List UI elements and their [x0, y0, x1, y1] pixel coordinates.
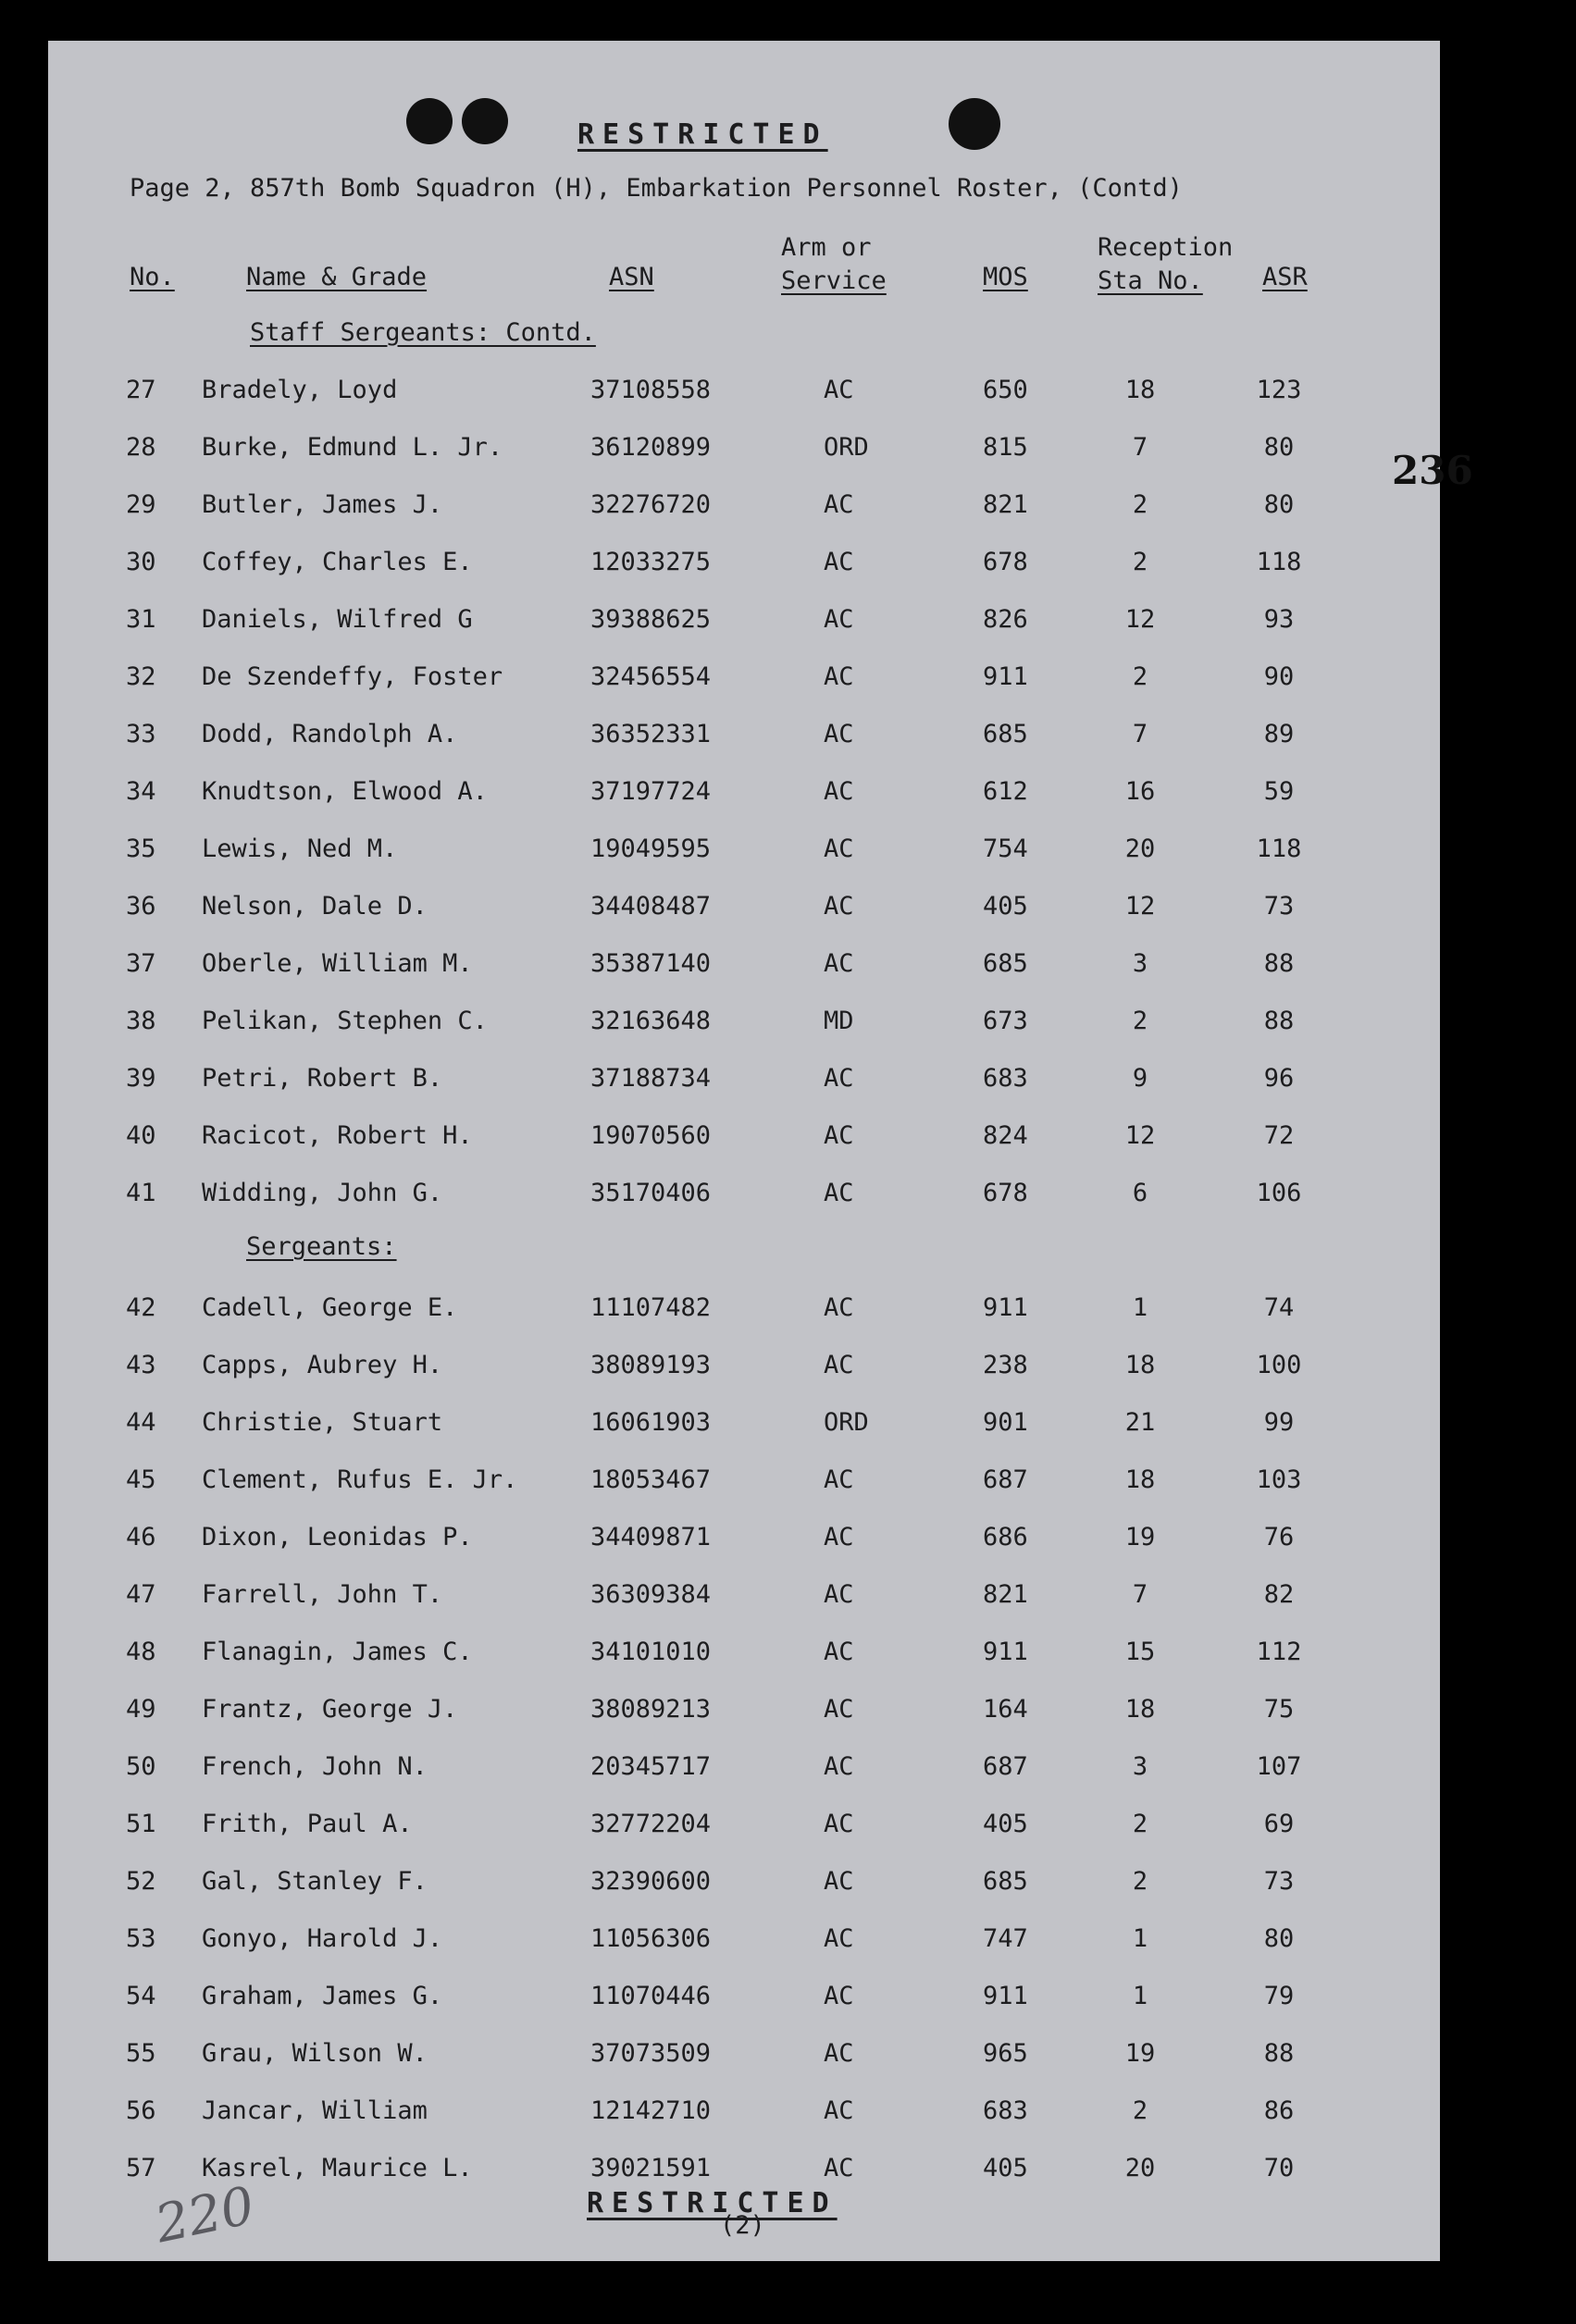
cell-asr: 107 [1256, 1752, 1302, 1781]
cell-mos: 238 [983, 1351, 1028, 1379]
cell-no: 43 [126, 1351, 156, 1379]
cell-rec: 18 [1124, 376, 1156, 404]
cell-asn: 35170406 [590, 1179, 712, 1207]
cell-mos: 405 [983, 1810, 1028, 1838]
cell-name: Racicot, Robert H. [202, 1121, 473, 1150]
cell-name: Kasrel, Maurice L. [202, 2154, 473, 2182]
cell-rec: 2 [1132, 1867, 1148, 1896]
cell-name: De Szendeffy, Foster [202, 662, 503, 691]
cell-asn: 32276720 [590, 490, 712, 519]
cell-arm: ORD [824, 433, 869, 462]
table-row [48, 2154, 1440, 2191]
cell-asn: 38089213 [590, 1695, 712, 1724]
cell-arm: AC [824, 1465, 854, 1494]
table-row [48, 1465, 1440, 1502]
cell-arm: AC [824, 892, 854, 921]
cell-asr: 73 [1263, 892, 1295, 921]
cell-rec: 7 [1132, 1580, 1148, 1609]
cell-asr: 93 [1263, 605, 1295, 634]
table-row [48, 720, 1440, 757]
cell-asn: 34408487 [590, 892, 712, 921]
table-row [48, 1810, 1440, 1847]
cell-asr: 89 [1263, 720, 1295, 748]
cell-arm: AC [824, 1179, 854, 1207]
cell-mos: 683 [983, 1064, 1028, 1093]
cell-name: Frith, Paul A. [202, 1810, 413, 1838]
document-page [48, 41, 1473, 2261]
cell-mos: 164 [983, 1695, 1028, 1724]
cell-no: 49 [126, 1695, 156, 1724]
cell-name: Petri, Robert B. [202, 1064, 443, 1093]
table-row [48, 548, 1440, 585]
cell-asr: 118 [1256, 548, 1302, 576]
punch-hole [406, 98, 453, 144]
cell-rec: 15 [1124, 1638, 1156, 1666]
cell-rec: 2 [1132, 1007, 1148, 1035]
cell-mos: 824 [983, 1121, 1028, 1150]
cell-asn: 38089193 [590, 1351, 712, 1379]
cell-mos: 965 [983, 2039, 1028, 2068]
cell-asn: 32772204 [590, 1810, 712, 1838]
cell-arm: ORD [824, 1408, 869, 1437]
cell-arm: AC [824, 1982, 854, 2010]
cell-rec: 12 [1124, 605, 1156, 634]
col-header-reception-line2: Sta No. [1098, 266, 1203, 295]
cell-mos: 685 [983, 720, 1028, 748]
table-row [48, 662, 1440, 699]
table-row [48, 1121, 1440, 1158]
restricted-footer: RESTRICTED [587, 2187, 838, 2219]
section-sergeants: Sergeants: [246, 1232, 397, 1261]
cell-mos: 687 [983, 1465, 1028, 1494]
table-row [48, 1752, 1440, 1789]
cell-arm: AC [824, 548, 854, 576]
cell-arm: AC [824, 1121, 854, 1150]
cell-arm: AC [824, 490, 854, 519]
cell-name: Burke, Edmund L. Jr. [202, 433, 503, 462]
cell-rec: 12 [1124, 1121, 1156, 1150]
punch-hole [949, 98, 1000, 150]
cell-rec: 18 [1124, 1351, 1156, 1379]
cell-arm: MD [824, 1007, 854, 1035]
cell-name: Lewis, Ned M. [202, 834, 398, 863]
table-row [48, 605, 1440, 642]
cell-asn: 34101010 [590, 1638, 712, 1666]
cell-name: Gal, Stanley F. [202, 1867, 428, 1896]
table-row [48, 892, 1440, 929]
table-row [48, 1179, 1440, 1216]
table-row [48, 1007, 1440, 1044]
punch-hole [462, 98, 508, 144]
cell-mos: 650 [983, 376, 1028, 404]
cell-rec: 20 [1124, 834, 1156, 863]
table-row [48, 1580, 1440, 1617]
cell-rec: 16 [1124, 777, 1156, 806]
cell-name: Cadell, George E. [202, 1293, 458, 1322]
cell-no: 41 [126, 1179, 156, 1207]
cell-name: Graham, James G. [202, 1982, 443, 2010]
cell-no: 54 [126, 1982, 156, 2010]
cell-arm: AC [824, 376, 854, 404]
cell-asn: 12142710 [590, 2096, 712, 2125]
cell-rec: 19 [1124, 1523, 1156, 1551]
cell-no: 34 [126, 777, 156, 806]
cell-mos: 612 [983, 777, 1028, 806]
cell-no: 47 [126, 1580, 156, 1609]
cell-asn: 34409871 [590, 1523, 712, 1551]
cell-arm: AC [824, 2154, 854, 2182]
cell-asr: 106 [1256, 1179, 1302, 1207]
cell-arm: AC [824, 662, 854, 691]
cell-mos: 754 [983, 834, 1028, 863]
cell-rec: 9 [1132, 1064, 1148, 1093]
cell-no: 39 [126, 1064, 156, 1093]
cell-rec: 18 [1124, 1695, 1156, 1724]
cell-arm: AC [824, 1924, 854, 1953]
cell-asr: 80 [1263, 490, 1295, 519]
cell-mos: 821 [983, 1580, 1028, 1609]
cell-mos: 405 [983, 892, 1028, 921]
cell-no: 40 [126, 1121, 156, 1150]
cell-asn: 16061903 [590, 1408, 712, 1437]
cell-no: 31 [126, 605, 156, 634]
cell-arm: AC [824, 1580, 854, 1609]
cell-asr: 72 [1263, 1121, 1295, 1150]
table-row [48, 1695, 1440, 1732]
table-row [48, 1523, 1440, 1560]
table-row [48, 1867, 1440, 1904]
table-row [48, 490, 1440, 527]
cell-rec: 2 [1132, 2096, 1148, 2125]
cell-asn: 11070446 [590, 1982, 712, 2010]
cell-name: Dixon, Leonidas P. [202, 1523, 473, 1551]
cell-name: French, John N. [202, 1752, 428, 1781]
cell-arm: AC [824, 834, 854, 863]
cell-asr: 99 [1263, 1408, 1295, 1437]
cell-mos: 405 [983, 2154, 1028, 2182]
cell-asn: 39021591 [590, 2154, 712, 2182]
cell-asn: 32456554 [590, 662, 712, 691]
table-row [48, 949, 1440, 986]
cell-asn: 20345717 [590, 1752, 712, 1781]
cell-rec: 2 [1132, 1810, 1148, 1838]
cell-name: Grau, Wilson W. [202, 2039, 428, 2068]
cell-rec: 3 [1132, 949, 1148, 978]
cell-mos: 747 [983, 1924, 1028, 1953]
cell-no: 45 [126, 1465, 156, 1494]
cell-name: Gonyo, Harold J. [202, 1924, 443, 1953]
cell-arm: AC [824, 1810, 854, 1838]
cell-asn: 19049595 [590, 834, 712, 863]
table-row [48, 2039, 1440, 2076]
cell-asn: 32163648 [590, 1007, 712, 1035]
cell-mos: 686 [983, 1523, 1028, 1551]
cell-asn: 11056306 [590, 1924, 712, 1953]
page-number: (2) [720, 2211, 765, 2240]
cell-mos: 911 [983, 1638, 1028, 1666]
cell-arm: AC [824, 1638, 854, 1666]
cell-asn: 35387140 [590, 949, 712, 978]
cell-mos: 901 [983, 1408, 1028, 1437]
cell-no: 33 [126, 720, 156, 748]
cell-arm: AC [824, 1867, 854, 1896]
cell-asn: 19070560 [590, 1121, 712, 1150]
cell-rec: 1 [1132, 1293, 1148, 1322]
cell-asr: 70 [1263, 2154, 1295, 2182]
cell-no: 27 [126, 376, 156, 404]
section-staff-sergeants: Staff Sergeants: Contd. [250, 318, 596, 347]
table-row [48, 376, 1440, 413]
cell-arm: AC [824, 1523, 854, 1551]
cell-mos: 911 [983, 1293, 1028, 1322]
cell-asr: 80 [1263, 1924, 1295, 1953]
cell-mos: 678 [983, 548, 1028, 576]
cell-asr: 103 [1256, 1465, 1302, 1494]
cell-asn: 12033275 [590, 548, 712, 576]
cell-asr: 96 [1263, 1064, 1295, 1093]
col-header-asr: ASR [1262, 263, 1308, 291]
cell-mos: 673 [983, 1007, 1028, 1035]
col-header-arm [781, 231, 887, 298]
col-header-asn: ASN [609, 263, 654, 291]
cell-rec: 20 [1124, 2154, 1156, 2182]
cell-asr: 88 [1263, 949, 1295, 978]
cell-mos: 687 [983, 1752, 1028, 1781]
cell-arm: AC [824, 1752, 854, 1781]
cell-name: Butler, James J. [202, 490, 443, 519]
cell-asr: 74 [1263, 1293, 1295, 1322]
table-row [48, 834, 1440, 872]
cell-asn: 36352331 [590, 720, 712, 748]
cell-asn: 32390600 [590, 1867, 712, 1896]
cell-rec: 3 [1132, 1752, 1148, 1781]
cell-name: Knudtson, Elwood A. [202, 777, 488, 806]
table-row [48, 2096, 1440, 2133]
cell-arm: AC [824, 2039, 854, 2068]
cell-name: Capps, Aubrey H. [202, 1351, 443, 1379]
cell-no: 30 [126, 548, 156, 576]
cell-no: 36 [126, 892, 156, 921]
cell-arm: AC [824, 2096, 854, 2125]
cell-no: 38 [126, 1007, 156, 1035]
table-row [48, 1064, 1440, 1101]
cell-asn: 37188734 [590, 1064, 712, 1093]
table-row [48, 1638, 1440, 1675]
cell-asr: 75 [1263, 1695, 1295, 1724]
cell-arm: AC [824, 1293, 854, 1322]
table-row [48, 1293, 1440, 1330]
cell-asr: 82 [1263, 1580, 1295, 1609]
cell-no: 32 [126, 662, 156, 691]
cell-no: 28 [126, 433, 156, 462]
table-row [48, 433, 1440, 470]
cell-mos: 685 [983, 949, 1028, 978]
cell-mos: 683 [983, 2096, 1028, 2125]
cell-asr: 69 [1263, 1810, 1295, 1838]
cell-no: 29 [126, 490, 156, 519]
col-header-reception-line1: Reception [1098, 233, 1234, 262]
cell-mos: 826 [983, 605, 1028, 634]
cell-name: Jancar, William [202, 2096, 428, 2125]
restricted-header: RESTRICTED [577, 118, 828, 151]
stamped-number: 236 [1392, 448, 1473, 493]
cell-asr: 86 [1263, 2096, 1295, 2125]
cell-rec: 18 [1124, 1465, 1156, 1494]
cell-asr: 123 [1256, 376, 1302, 404]
cell-mos: 678 [983, 1179, 1028, 1207]
cell-asr: 100 [1256, 1351, 1302, 1379]
cell-no: 48 [126, 1638, 156, 1666]
table-row [48, 1924, 1440, 1961]
cell-arm: AC [824, 949, 854, 978]
col-header-mos: MOS [983, 263, 1028, 291]
cell-asr: 59 [1263, 777, 1295, 806]
cell-name: Frantz, George J. [202, 1695, 458, 1724]
cell-no: 42 [126, 1293, 156, 1322]
cell-name: Farrell, John T. [202, 1580, 443, 1609]
cell-asr: 79 [1263, 1982, 1295, 2010]
cell-no: 52 [126, 1867, 156, 1896]
cell-rec: 12 [1124, 892, 1156, 921]
cell-rec: 1 [1132, 1924, 1148, 1953]
cell-no: 51 [126, 1810, 156, 1838]
cell-no: 56 [126, 2096, 156, 2125]
cell-arm: AC [824, 1064, 854, 1093]
table-row [48, 1982, 1440, 2019]
cell-mos: 911 [983, 1982, 1028, 2010]
document-title: Page 2, 857th Bomb Squadron (H), Embarkation Personnel Roster, (Contd) [130, 174, 1183, 203]
handwritten-number: 220 [150, 2175, 260, 2256]
cell-no: 50 [126, 1752, 156, 1781]
cell-rec: 7 [1132, 720, 1148, 748]
table-row [48, 1408, 1440, 1445]
cell-asr: 112 [1256, 1638, 1302, 1666]
cell-arm: AC [824, 605, 854, 634]
cell-mos: 911 [983, 662, 1028, 691]
cell-arm: AC [824, 777, 854, 806]
cell-rec: 1 [1132, 1982, 1148, 2010]
cell-asr: 90 [1263, 662, 1295, 691]
cell-rec: 2 [1132, 490, 1148, 519]
col-header-name: Name & Grade [246, 263, 428, 291]
cell-no: 37 [126, 949, 156, 978]
cell-rec: 6 [1132, 1179, 1148, 1207]
cell-asn: 11107482 [590, 1293, 712, 1322]
cell-name: Daniels, Wilfred G [202, 605, 473, 634]
cell-no: 46 [126, 1523, 156, 1551]
cell-mos: 821 [983, 490, 1028, 519]
cell-name: Pelikan, Stephen C. [202, 1007, 488, 1035]
cell-no: 53 [126, 1924, 156, 1953]
cell-rec: 21 [1124, 1408, 1156, 1437]
cell-asn: 37108558 [590, 376, 712, 404]
cell-name: Clement, Rufus E. Jr. [202, 1465, 518, 1494]
cell-rec: 2 [1132, 548, 1148, 576]
cell-asn: 37197724 [590, 777, 712, 806]
cell-no: 57 [126, 2154, 156, 2182]
cell-name: Dodd, Randolph A. [202, 720, 458, 748]
cell-arm: AC [824, 720, 854, 748]
cell-asr: 80 [1263, 433, 1295, 462]
cell-asn: 37073509 [590, 2039, 712, 2068]
cell-no: 44 [126, 1408, 156, 1437]
cell-asr: 118 [1256, 834, 1302, 863]
cell-asr: 88 [1263, 1007, 1295, 1035]
cell-asr: 88 [1263, 2039, 1295, 2068]
cell-asn: 36309384 [590, 1580, 712, 1609]
cell-no: 55 [126, 2039, 156, 2068]
cell-name: Nelson, Dale D. [202, 892, 428, 921]
cell-name: Christie, Stuart [202, 1408, 443, 1437]
table-row [48, 1351, 1440, 1388]
col-header-arm-line1: Arm or [781, 233, 872, 262]
cell-mos: 815 [983, 433, 1028, 462]
cell-arm: AC [824, 1351, 854, 1379]
cell-arm: AC [824, 1695, 854, 1724]
col-header-no: No. [130, 263, 175, 291]
cell-rec: 19 [1124, 2039, 1156, 2068]
cell-mos: 685 [983, 1867, 1028, 1896]
cell-rec: 7 [1132, 433, 1148, 462]
cell-no: 35 [126, 834, 156, 863]
cell-name: Widding, John G. [202, 1179, 443, 1207]
cell-name: Coffey, Charles E. [202, 548, 473, 576]
cell-name: Flanagin, James C. [202, 1638, 473, 1666]
cell-name: Bradely, Loyd [202, 376, 398, 404]
table-row [48, 777, 1440, 814]
cell-name: Oberle, William M. [202, 949, 473, 978]
cell-asn: 36120899 [590, 433, 712, 462]
col-header-arm-line2: Service [781, 266, 887, 295]
cell-rec: 2 [1132, 662, 1148, 691]
cell-asn: 18053467 [590, 1465, 712, 1494]
col-header-reception [1098, 231, 1233, 298]
cell-asr: 76 [1263, 1523, 1295, 1551]
cell-asn: 39388625 [590, 605, 712, 634]
cell-asr: 73 [1263, 1867, 1295, 1896]
